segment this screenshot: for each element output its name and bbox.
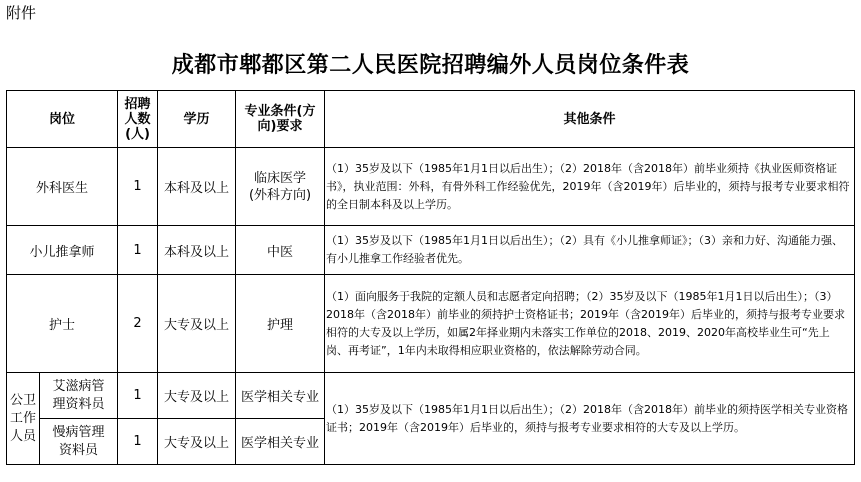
group-cell: [7, 373, 40, 465]
table-row: [7, 373, 855, 419]
page-title: 成都市郫都区第二人民医院招聘编外人员岗位条件表: [171, 52, 690, 78]
other-conditions-cell: （1）35岁及以下（1985年1月1日以后出生）；（2）2018年（含2018年）前毕业须持《执业医师资格证书》，执业范围：外科，有骨外科工作经验优先，2019年（含2019年）后毕业的，须持与报考专业要求相符的全日制本科及以上学历。: [325, 148, 855, 226]
table-row: [7, 275, 855, 373]
major-cell: 护理: [236, 275, 325, 373]
position-cell: 护士: [7, 275, 118, 373]
header-major: [236, 91, 325, 148]
major-cell: [236, 148, 325, 226]
education-cell: 本科及以上: [158, 226, 236, 275]
header-major-text: 专业条件(方向)要求: [244, 104, 316, 134]
position-cell: [40, 373, 118, 419]
other-conditions-cell: （1）面向服务于我院的定额人员和志愿者定向招聘；（2）35岁及以下（1985年1月1日以后出生）；（3）2018年（含2018年）前毕业的须持护士资格证书；2019年（含2019年）后毕业的，须持与报考专业要求相符的大专及以上学历，如属2年择业期内未落实工作单位的2018、2019、2020年高校毕业生可“先上岗、再考证”，1年内未取得相应职业资格的，依法解除劳动合同。: [325, 275, 855, 373]
major-cell: 医学相关专业: [236, 373, 325, 419]
quota-cell: 2: [118, 275, 158, 373]
education-cell: 大专及以上: [158, 275, 236, 373]
education-cell: 大专及以上: [158, 373, 236, 419]
quota-cell: 1: [118, 373, 158, 419]
other-conditions-cell: （1）35岁及以下（1985年1月1日以后出生）；（2）2018年（含2018年）前毕业的须持医学相关专业资格证书；2019年（含2019年）后毕业的，须持与报考专业要求相符的大专及以上学历。: [325, 373, 855, 465]
other-conditions-cell: （1）35岁及以下（1985年1月1日以后出生）；（2）具有《小儿推拿师证》；（3）亲和力好、沟通能力强、有小儿推拿工作经验者优先。: [325, 226, 855, 275]
header-education: 学历: [158, 91, 236, 148]
position-cell: 小儿推拿师: [7, 226, 118, 275]
position-cell: 外科医生: [7, 148, 118, 226]
table-header-row: [7, 91, 855, 148]
major-cell: 中医: [236, 226, 325, 275]
table-row: [7, 226, 855, 275]
position-cell-text: 艾滋病管理资料员: [52, 378, 105, 412]
table-row: [7, 148, 855, 226]
quota-cell: 1: [118, 226, 158, 275]
major-cell-text: 临床医学(外科方向): [248, 170, 312, 203]
header-position: 岗位: [7, 91, 118, 148]
quota-cell: 1: [118, 419, 158, 465]
major-cell: 医学相关专业: [236, 419, 325, 465]
position-table: [6, 90, 855, 465]
position-cell: [40, 419, 118, 465]
header-quota: [118, 91, 158, 148]
education-cell: 大专及以上: [158, 419, 236, 465]
quota-cell: 1: [118, 148, 158, 226]
header-other: 其他条件: [325, 91, 855, 148]
education-cell: 本科及以上: [158, 148, 236, 226]
header-quota-text: 招聘人数(人): [124, 96, 151, 142]
group-cell-text: 公卫工作人员: [10, 392, 37, 444]
position-cell-text: 慢病管理资料员: [52, 424, 105, 458]
attachment-label: 附件: [6, 4, 37, 22]
